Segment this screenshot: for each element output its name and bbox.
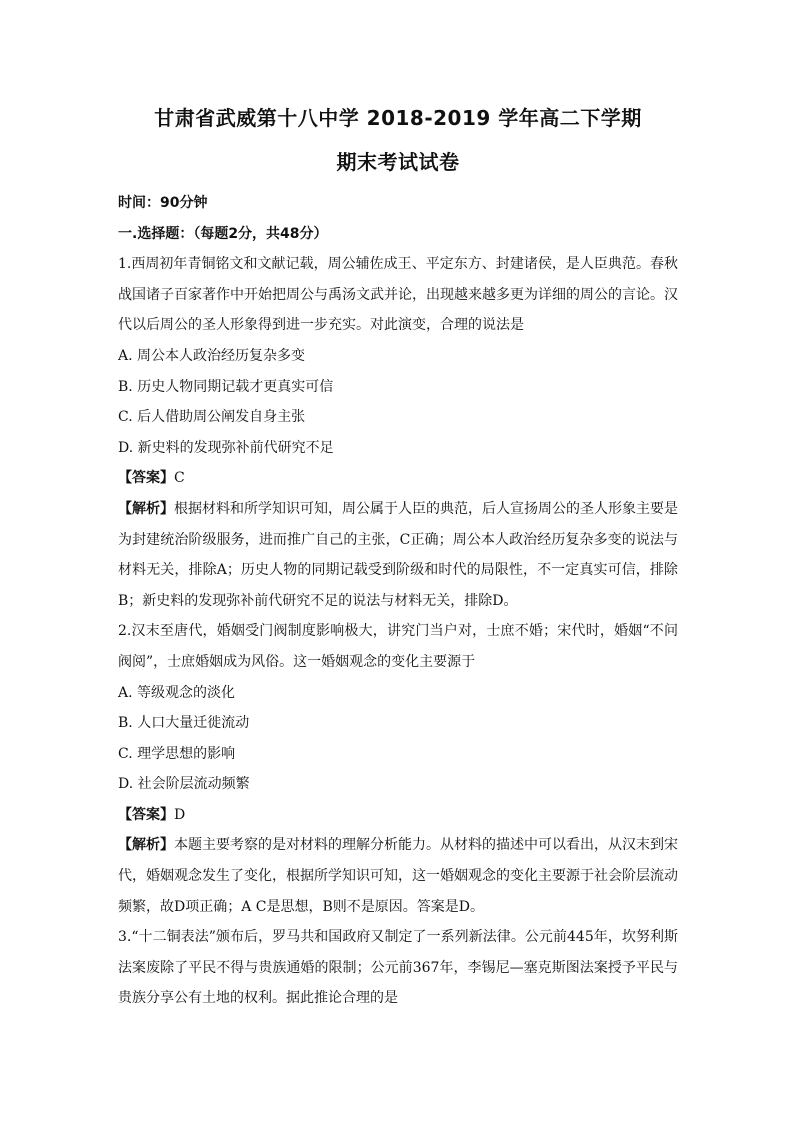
question-1 xyxy=(118,249,678,616)
option-c: C. 后人借助周公阐发自身主张 xyxy=(118,409,306,426)
option-a: A. 周公本人政治经历复杂多变 xyxy=(118,347,306,364)
document-title-line1: 甘肃省武威第十八中学 2018-2019 学年高二下学期 xyxy=(154,106,642,130)
analysis-paragraph xyxy=(118,830,678,922)
option-d: D. 新史料的发现弥补前代研究不足 xyxy=(118,439,334,456)
analysis-paragraph xyxy=(118,494,678,616)
question-stem: 3.“十二铜表法”颁布后，罗马共和国政府又制定了一系列新法律。公元前445年，坎努利斯法案废除了平民不得与贵族通婚的限制；公元前367年，李锡尼—塞克斯图法案授予平民与贵族分享公有土地的权利。据此推论合理的是 xyxy=(118,929,678,1007)
option-b: B. 历史人物同期记载才更真实可信 xyxy=(118,378,334,395)
answer-line xyxy=(118,800,678,831)
question-stem: 2.汉末至唐代，婚姻受门阀制度影响极大，讲究门当户对，士庶不婚；宋代时，婚姻“不问阀阅”，士庶婚姻成为风俗。这一婚姻观念的变化主要源于 xyxy=(118,623,678,670)
option-a: A. 等级观念的淡化 xyxy=(118,684,236,701)
analysis-label: 【解析】 xyxy=(118,837,174,854)
option-c: C. 理学思想的影响 xyxy=(118,745,236,762)
answer-label: 【答案】 xyxy=(118,470,174,487)
section-heading: 一.选择题：（每题2分，共48分） xyxy=(118,225,328,242)
question-2 xyxy=(118,616,678,922)
option-b: B. 人口大量迁徙流动 xyxy=(118,715,250,732)
question-3 xyxy=(118,922,678,1014)
document-content xyxy=(118,100,678,1014)
option-d: D. 社会阶层流动频繁 xyxy=(118,776,250,793)
answer-value: D xyxy=(174,806,186,823)
analysis-text: 本题主要考察的是对材料的理解分析能力。从材料的描述中可以看出，从汉末到宋代，婚姻观念发生了变化，根据所学知识可知，这一婚姻观念的变化主要源于社会阶层流动频繁，故D项正确；A C是思想，B则不是原因。答案是D。 xyxy=(118,837,678,915)
answer-line xyxy=(118,463,678,494)
answer-label: 【答案】 xyxy=(118,806,174,823)
question-stem: 1.西周初年青铜铭文和文献记载，周公辅佐成王、平定东方、封建诸侯，是人臣典范。春秋战国诸子百家著作中开始把周公与禹汤文武并论，出现越来越多更为详细的周公的言论。汉代以后周公的圣人形象得到进一步充实。对此演变，合理的说法是 xyxy=(118,256,678,334)
document-title-line2: 期末考试试卷 xyxy=(336,150,460,174)
exam-time: 时间：90分钟 xyxy=(118,195,208,211)
analysis-text: 根据材料和所学知识可知，周公属于人臣的典范，后人宣扬周公的圣人形象主要是为封建统治阶级服务，进而推广自己的主张，C正确；周公本人政治经历复杂多变的说法与材料无关，排除A；历史人物的同期记载受到阶级和时代的局限性，不一定真实可信，排除B；新史料的发现弥补前代研究不足的说法与材料无关，排除D。 xyxy=(118,500,678,609)
answer-value: C xyxy=(174,470,185,487)
analysis-label: 【解析】 xyxy=(118,500,174,517)
